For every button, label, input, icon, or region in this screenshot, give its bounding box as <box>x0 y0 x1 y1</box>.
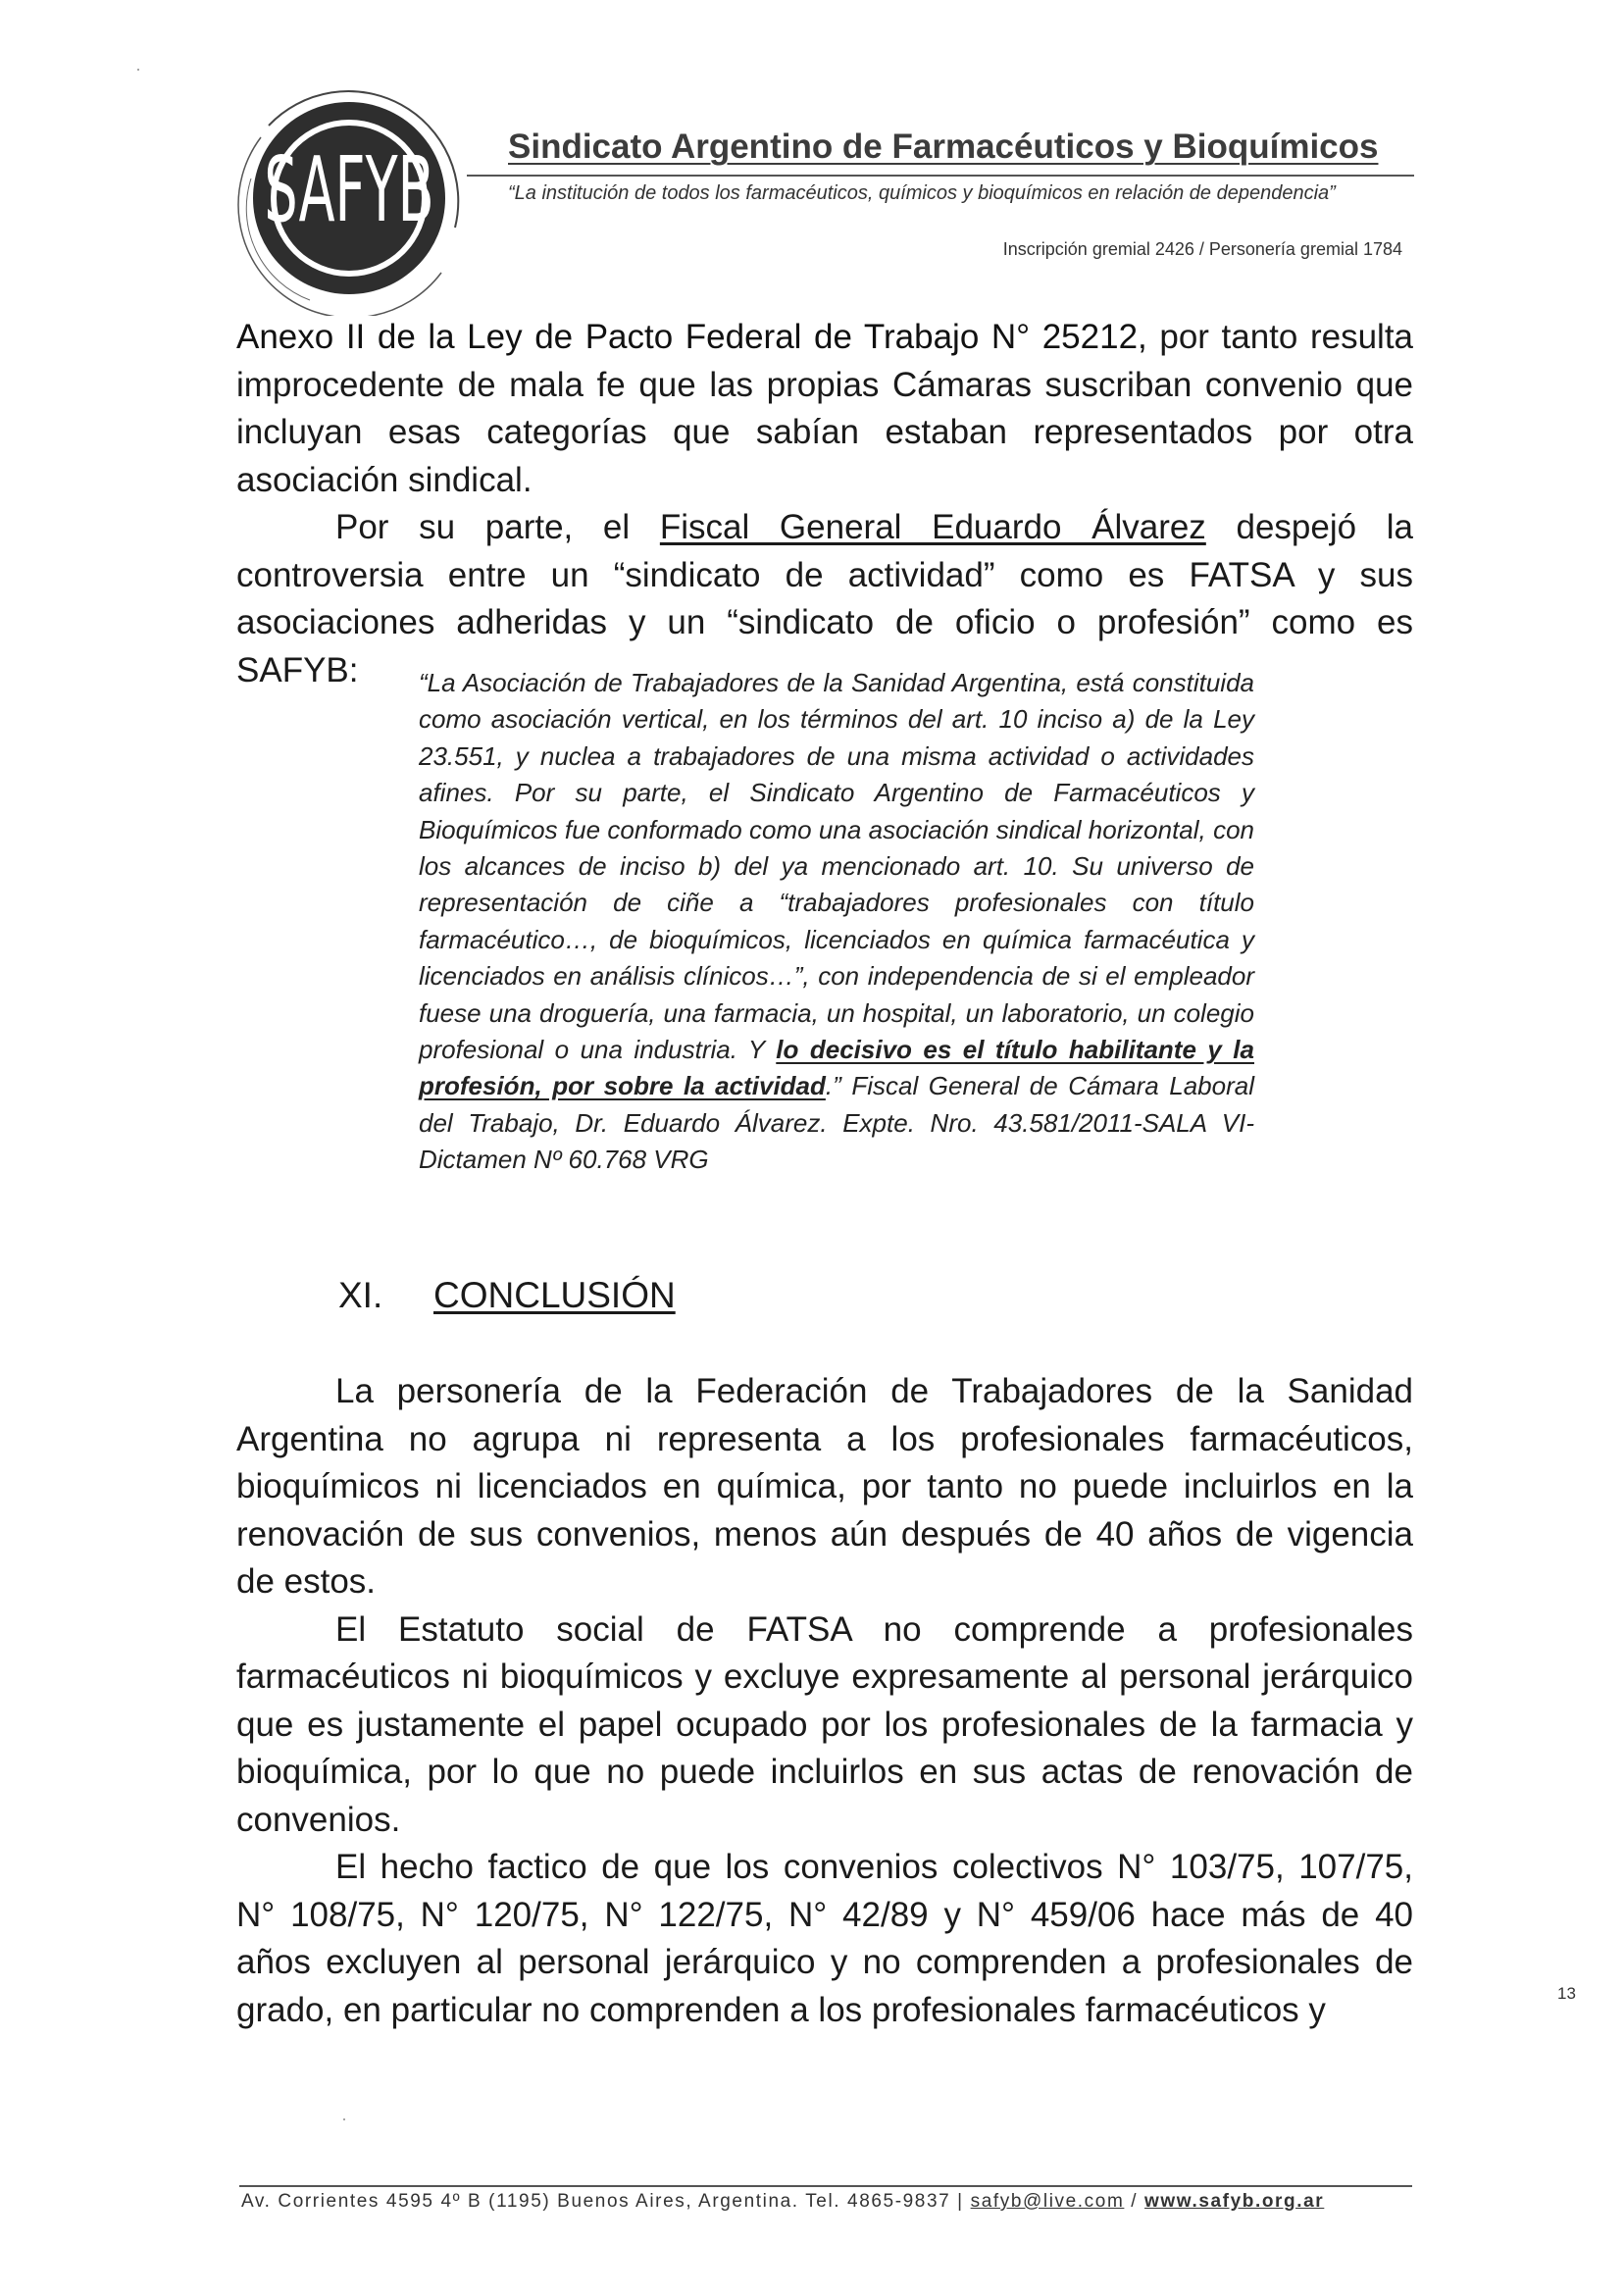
svg-text:SAFYB: SAFYB <box>264 136 434 242</box>
body-text-top <box>236 314 1413 694</box>
paragraph-text: por tanto resulta improcedente de mala fe que las propias Cámaras suscriban convenio que incluyan esas categorías que sabían estaban representados por otra asociación sindical. <box>236 318 1414 499</box>
section-heading <box>338 1275 676 1316</box>
footer-separator: / <box>1124 2191 1145 2212</box>
safyb-logo <box>231 80 467 316</box>
organization-motto: “La institución de todos los farmacéuticos, químicos y bioquímicos en relación de dependencia” <box>508 182 1336 204</box>
block-quote <box>419 665 1254 1179</box>
fiscal-name: Fiscal General Eduardo Álvarez <box>659 508 1206 546</box>
scan-speck <box>343 2118 345 2120</box>
paragraph-text: despejó la controversia entre un “sindicato de actividad” como es FATSA y sus asociaciones adheridas y un “sindicato de oficio o profesión” como es SAFYB: <box>236 508 1413 689</box>
footer <box>241 2191 1324 2213</box>
footer-website-link[interactable]: www.safyb.org.ar <box>1144 2191 1325 2212</box>
conclusion-paragraph: El Estatuto social de FATSA no comprende a profesionales farmacéuticos ni bioquímicos y excluye expresamente al personal jerárquico que es justamente el papel ocupado por los profesionales de la farmacia y bioquímica, por lo que no puede incluirlos en sus actas de renovación de convenios. <box>236 1609 1413 1839</box>
conclusion-paragraph: El hecho factico de que los convenios colectivos N° 103/75, 107/75, N° 108/75, N° 120/75, N° 122/75, N° 42/89 y N° 459/06 hace más de 40 años excluyen al personal jerárquico y no comprenden a profesionales de grado, en particular no comprenden a los profesionales farmacéuticos y <box>236 1848 1413 2029</box>
paragraph-text: Por su parte, el <box>335 508 660 546</box>
conclusion-text <box>236 1368 1413 2034</box>
page-number: 13 <box>1557 1984 1576 2003</box>
header-rule <box>467 175 1414 177</box>
registration-info: Inscripción gremial 2426 / Personería gremial 1784 <box>1002 239 1402 259</box>
footer-email-link[interactable]: safyb@live.com <box>970 2191 1125 2212</box>
footer-address: Av. Corrientes 4595 4º B (1195) Buenos Aires, Argentina. Tel. 4865-9837 | <box>241 2191 971 2212</box>
quote-emphasis: lo decisivo es el título habilitante y la profesión, por sobre la actividad <box>419 1035 1254 1101</box>
organization-name: Sindicato Argentino de Farmacéuticos y Bioquímicos <box>508 127 1379 166</box>
conclusion-paragraph: La personería de la Federación de Trabajadores de la Sanidad Argentina no agrupa ni representa a los profesionales farmacéuticos, bioquímicos ni licenciados en química, por tanto no puede incluirlos en la renovación de sus convenios, menos aún después de 40 años de vigencia de estos. <box>236 1372 1413 1601</box>
quote-text: “La Asociación de Trabajadores de la Sanidad Argentina, está constituida como asociación vertical, en los términos del art. 10 inciso a) de la Ley 23.551, y nuclea a trabajadores de una misma actividad o actividades afines. Por su parte, el Sindicato Argentino de Farmacéuticos y Bioquímicos fue conformado como una asociación sindical horizontal, con los alcances de inciso b) del ya mencionado art. 10. Su universo de representación de ciñe a “trabajadores profesionales con título farmacéutico…, de bioquímicos, licenciados en química farmacéutica y licenciados en análisis clínicos…”, con independencia de si el empleador fuese una droguería, una farmacia, un hospital, un laboratorio, un colegio profesional o una industria. Y <box>419 668 1254 1065</box>
quote-citation: .” Fiscal General de Cámara Laboral del Trabajo, Dr. Eduardo Álvarez. Expte. Nro. 43.581/2011-SALA VI- Dictamen Nº 60.768 VRG <box>419 1071 1254 1175</box>
section-number: XI. <box>338 1275 383 1315</box>
footer-rule <box>239 2185 1412 2187</box>
paragraph-annex <box>236 314 1413 504</box>
scan-speck <box>137 69 139 71</box>
bold-reference: Anexo II de la Ley de Pacto Federal de Trabajo N° 25212, <box>236 318 1147 356</box>
section-title: CONCLUSIÓN <box>433 1275 676 1315</box>
